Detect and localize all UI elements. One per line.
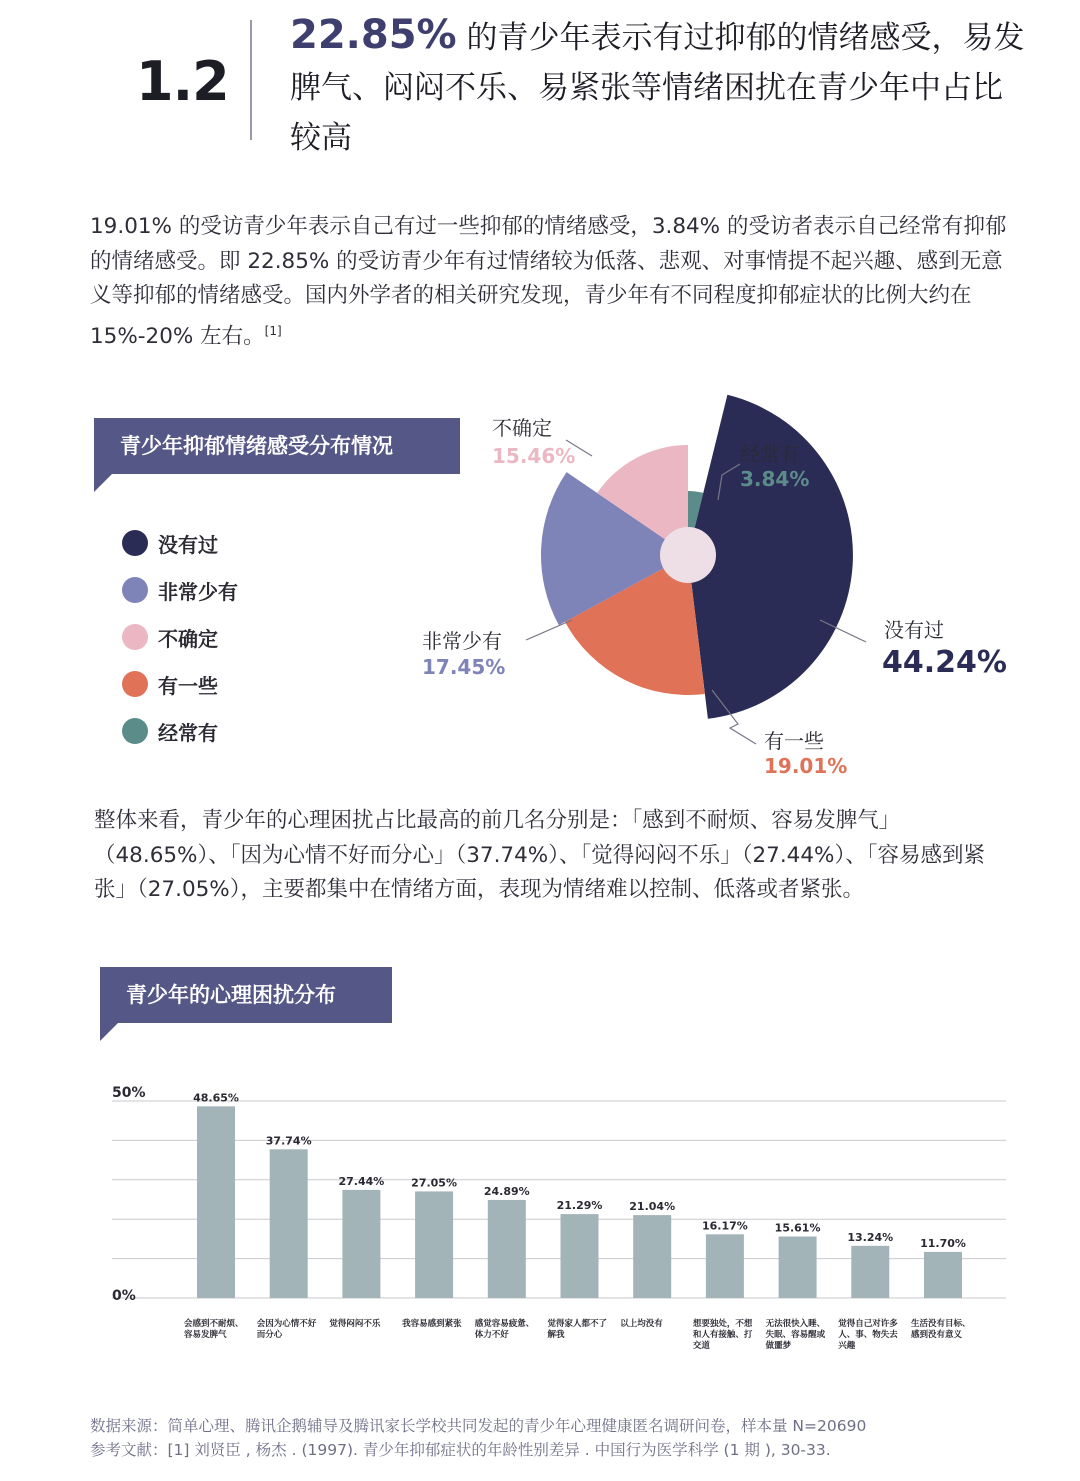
pie-value-often: 3.84% bbox=[740, 467, 810, 491]
reference-marker: [1] bbox=[264, 323, 282, 338]
x-tick-label-6: 觉得家人都不了解我 bbox=[547, 1319, 608, 1340]
y-tick-label-bottom: 0% bbox=[112, 1288, 136, 1304]
bar-value-label-10: 13.24% bbox=[847, 1230, 894, 1244]
bar-value-label-8: 16.17% bbox=[701, 1219, 748, 1233]
bar-3 bbox=[342, 1190, 380, 1298]
legend-label-unsure: 不确定 bbox=[158, 626, 218, 651]
x-tick-label-7: 以上均没有 bbox=[620, 1319, 663, 1329]
headline-text: 的青少年表示有过抑郁的情绪感受，易发脾气、闷闷不乐、易紧张等情绪困扰在青少年中占比较高 bbox=[290, 20, 1025, 156]
intro-text: 19.01% 的受访青少年表示自己有过一些抑郁的情绪感受，3.84% 的受访者表示自己经常有抑郁的情绪感受。即 22.85% 的受访青少年有过情绪较为低落、悲观、对事情提不起兴趣、感到无意义等抑郁的情绪感受。国内外学者的相关研究发现，青少年有不同程度抑郁症状的比例大约在 15%-20% 左右。 bbox=[90, 214, 1007, 349]
pie-chart-title: 青少年抑郁情绪感受分布情况 bbox=[94, 418, 460, 474]
bar-2 bbox=[270, 1149, 308, 1298]
bar-value-label-9: 15.61% bbox=[774, 1221, 821, 1235]
x-tick-label-2: 会因为心情不好而分心 bbox=[256, 1319, 317, 1340]
pie-value-some: 19.01% bbox=[764, 754, 848, 778]
pie-leader-rarely bbox=[526, 620, 572, 640]
pie-label-often: 经常有 bbox=[740, 442, 800, 466]
pie-value-unsure: 15.46% bbox=[492, 444, 576, 468]
pie-value-never: 44.24% bbox=[882, 645, 1007, 680]
reference-note: 参考文献：[1] 刘贤臣 , 杨杰 . (1997). 青少年抑郁症状的年龄性别差异 . 中国行为医学科学 (1 期 ), 30-33. bbox=[90, 1441, 831, 1459]
bar-chart-title: 青少年的心理困扰分布 bbox=[100, 967, 392, 1023]
bar-7 bbox=[633, 1215, 671, 1298]
bar-5 bbox=[488, 1200, 526, 1298]
bar-value-label-7: 21.04% bbox=[629, 1200, 676, 1214]
legend-label-some: 有一些 bbox=[158, 673, 218, 698]
bar-value-label-5: 24.89% bbox=[483, 1184, 530, 1198]
bar-value-label-2: 37.74% bbox=[265, 1134, 312, 1148]
bar-6 bbox=[561, 1214, 599, 1298]
summary-paragraph: 整体来看，青少年的心理困扰占比最高的前几名分别是：「感到不耐烦、容易发脾气」（48.65%）、「因为心情不好而分心」（37.74%）、「觉得闷闷不乐」（27.44%）、「容易感到紧张」（27.05%），主要都集中在情绪方面，表现为情绪难以控制、低落或者紧张。 bbox=[94, 808, 985, 902]
legend-label-often: 经常有 bbox=[158, 720, 218, 745]
section-number: 1.2 bbox=[136, 50, 229, 113]
bar-9 bbox=[779, 1236, 817, 1298]
bar-value-label-1: 48.65% bbox=[193, 1091, 239, 1105]
legend-label-rarely: 非常少有 bbox=[158, 579, 238, 604]
x-tick-label-8: 想要独处，不想和人有接触、打交道 bbox=[692, 1319, 753, 1351]
x-tick-label-4: 我容易感到紧张 bbox=[402, 1319, 462, 1329]
bar-value-label-6: 21.29% bbox=[556, 1199, 603, 1213]
bar-value-label-11: 11.70% bbox=[920, 1236, 966, 1250]
pie-label-unsure: 不确定 bbox=[492, 416, 552, 440]
bar-8 bbox=[706, 1234, 744, 1298]
x-tick-label-5: 感觉容易疲惫、体力不好 bbox=[474, 1319, 535, 1340]
y-tick-label-top: 50% bbox=[112, 1085, 146, 1101]
pie-label-some: 有一些 bbox=[764, 729, 824, 753]
x-tick-label-1: 会感到不耐烦、容易发脾气 bbox=[184, 1319, 244, 1340]
pie-value-rarely: 17.45% bbox=[422, 655, 506, 679]
pie-label-rarely: 非常少有 bbox=[422, 629, 502, 653]
bar-value-label-3: 27.44% bbox=[338, 1174, 385, 1188]
headline-percentage: 22.85% bbox=[290, 12, 457, 58]
legend-label-never: 没有过 bbox=[158, 532, 218, 557]
bar-10 bbox=[851, 1246, 889, 1298]
pie-label-never: 没有过 bbox=[884, 618, 944, 642]
bar-chart bbox=[0, 1060, 1080, 1360]
x-tick-label-10: 觉得自己对许多人、事、物失去兴趣 bbox=[838, 1319, 898, 1351]
x-tick-label-9: 无法很快入睡、失眠、容易醒或做噩梦 bbox=[765, 1319, 826, 1351]
bar-1 bbox=[197, 1106, 235, 1298]
bar-11 bbox=[924, 1252, 962, 1298]
pie-center-hole bbox=[660, 527, 716, 583]
x-tick-label-11: 生活没有目标、感到没有意义 bbox=[911, 1319, 971, 1340]
bar-banner-tail bbox=[100, 1023, 118, 1041]
data-source-note: 数据来源：简单心理、腾讯企鹅辅导及腾讯家长学校共同发起的青少年心理健康匿名调研问卷，样本量 N=20690 bbox=[90, 1417, 867, 1435]
bar-value-label-4: 27.05% bbox=[411, 1176, 458, 1190]
x-tick-label-3: 觉得闷闷不乐 bbox=[329, 1319, 381, 1329]
bar-4 bbox=[415, 1191, 453, 1298]
